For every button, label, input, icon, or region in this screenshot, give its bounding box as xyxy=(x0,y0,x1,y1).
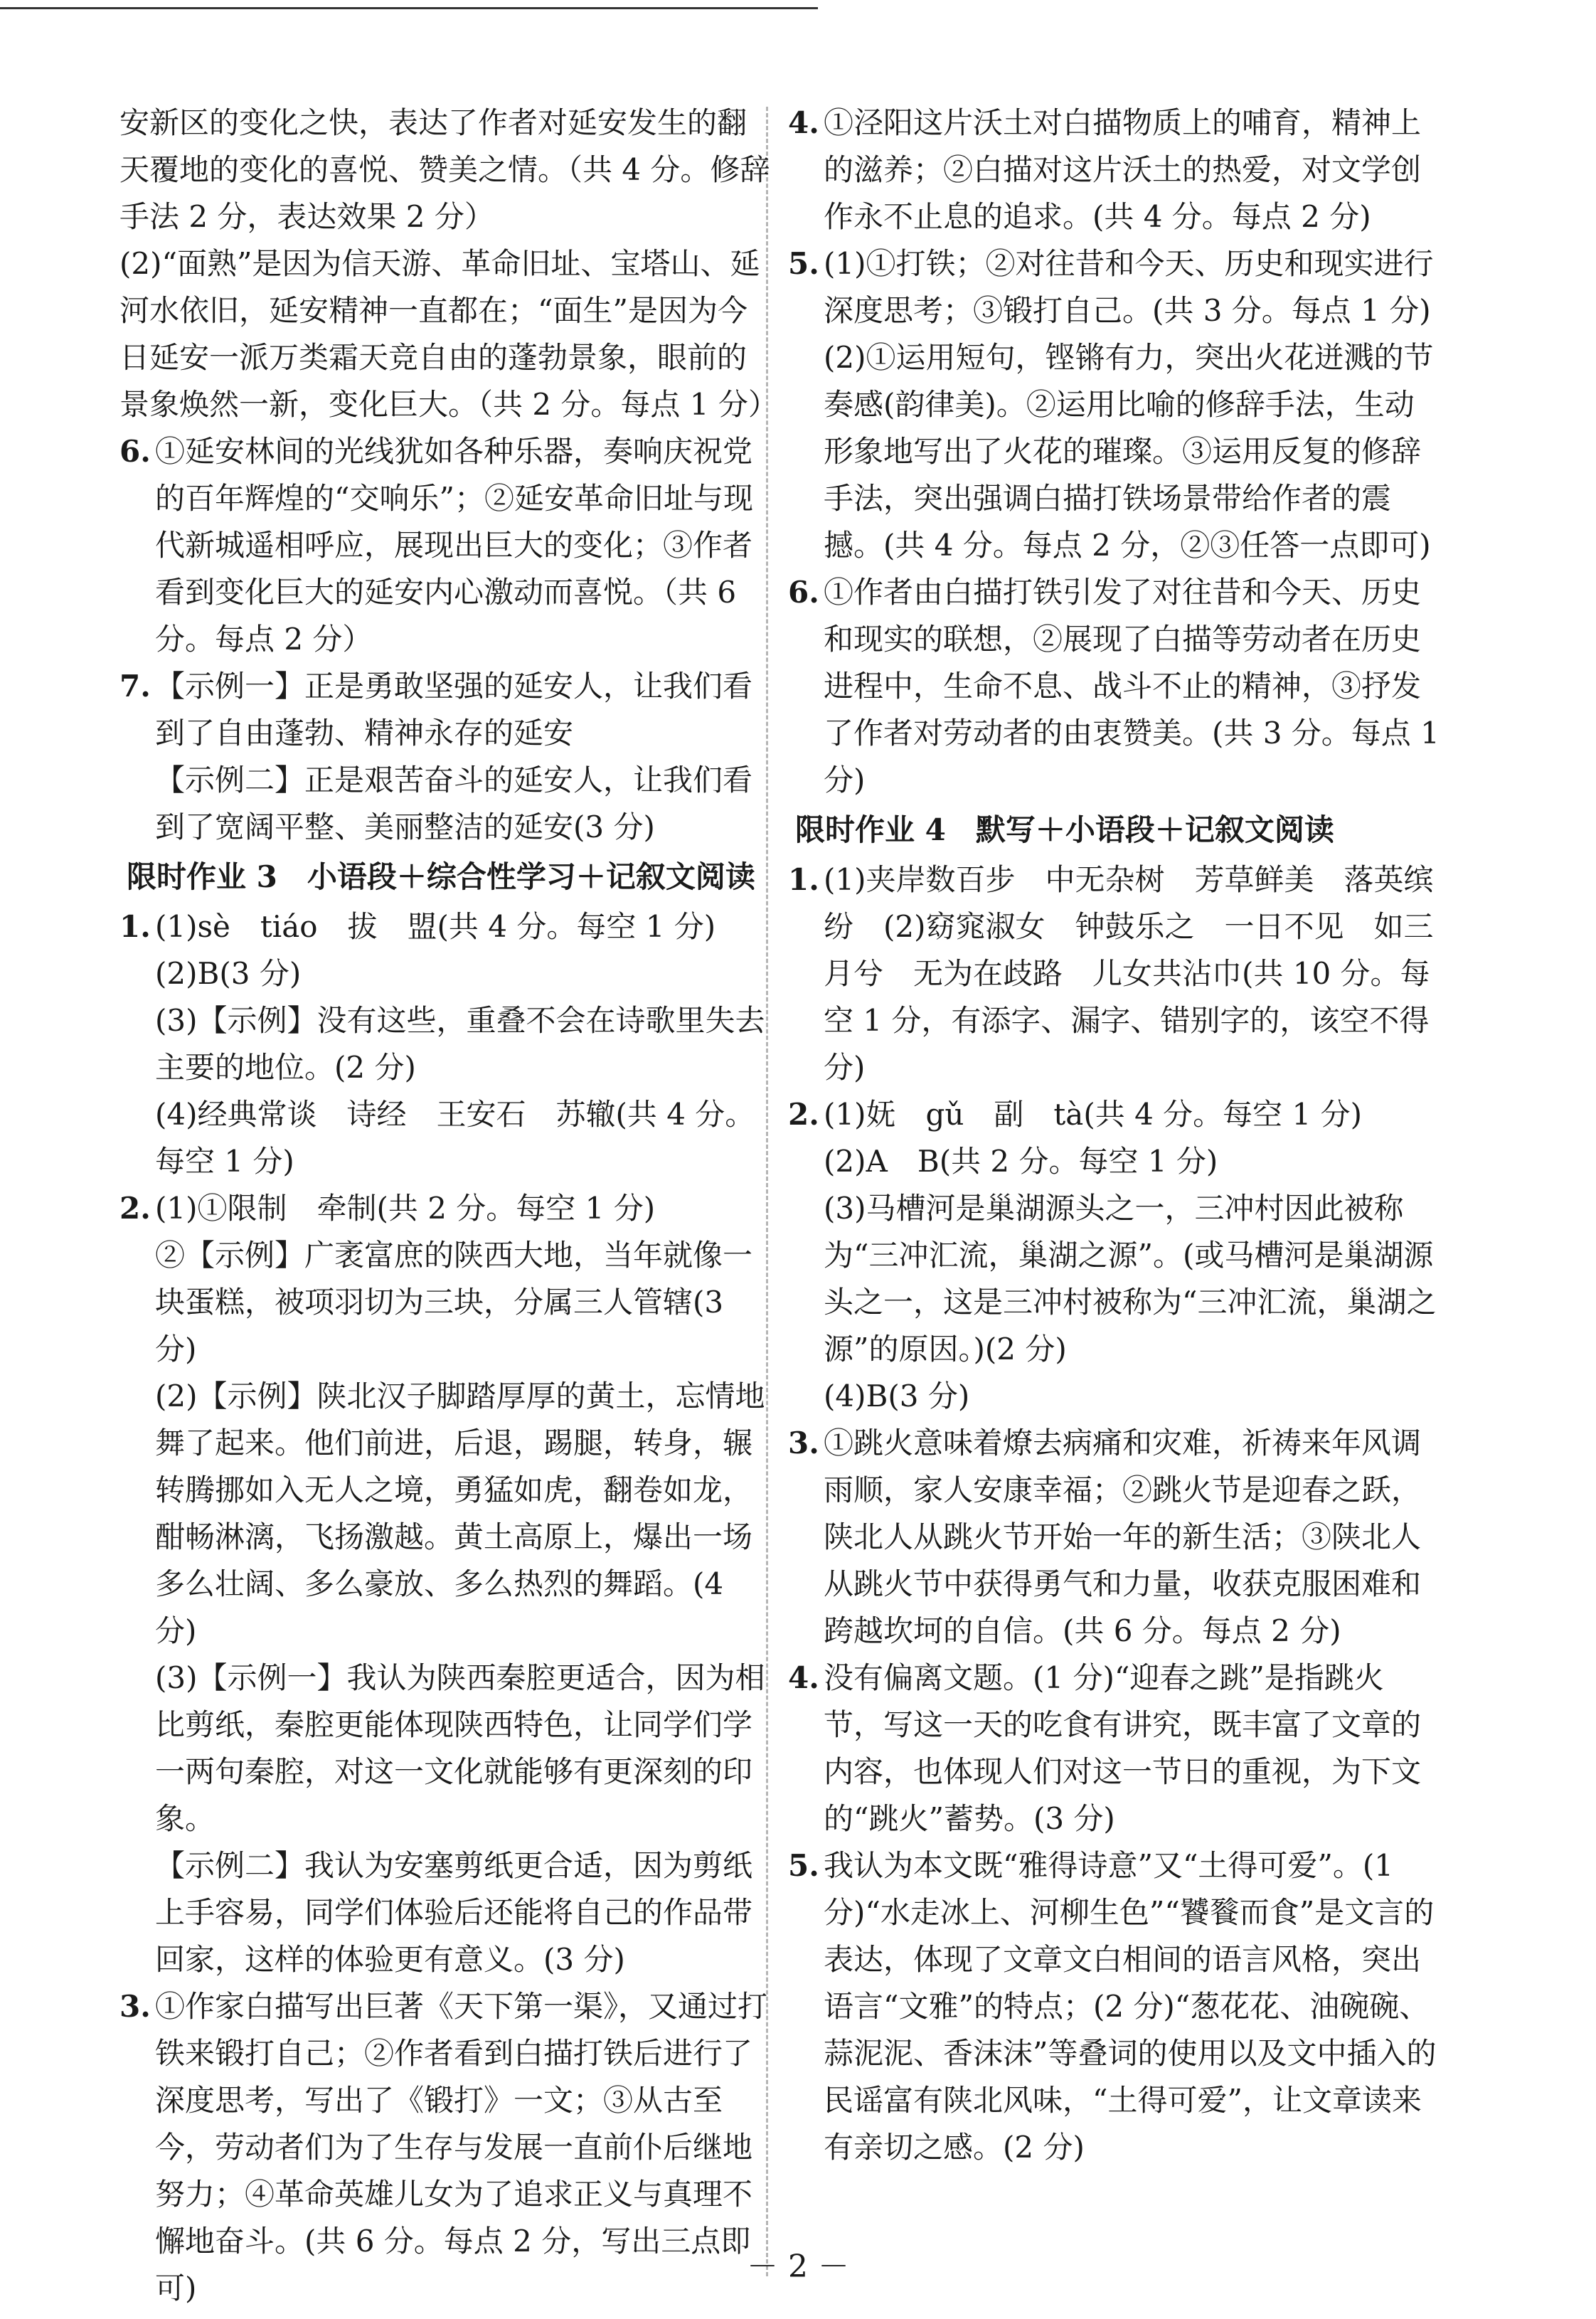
answer-number: 3. xyxy=(119,1989,151,2024)
continued-sub-answer-2: (2)“面熟”是因为信天游、革命旧址、宝塔山、延河水依旧，延安精神一直都在；“面生”是因为今日延安一派万类霜天竞自由的蓬勃景象，眼前的景象焕然一新，变化巨大。（共 2 分。每点 1 分） xyxy=(119,246,778,422)
answer-text: (2)A B(共 2 分。每空 1 分) xyxy=(824,1144,1218,1179)
answer-number: 2. xyxy=(119,1191,151,1226)
answer-text: (2)【示例】陕北汉子脚踏厚厚的黄土，忘情地舞了起来。他们前进，后退，踢腿，转身，辗转腾挪如入无人之境，勇猛如虎，翻卷如龙，酣畅淋漓，飞扬激越。黄土高原上，爆出一场多么壮阔、多么豪放、多么热烈的舞蹈。(4 分) xyxy=(155,1379,765,1648)
answer-text: 【示例二】正是艰苦奋斗的延安人，让我们看到了宽阔平整、美丽整洁的延安(3 分) xyxy=(155,763,753,844)
answer-text: ①作家白描写出巨著《天下第一渠》，又通过打铁来锻打自己；②作者看到白描打铁后进行了深度思考，写出了《锻打》一文；③从古至今，劳动者们为了生存与发展一直前仆后继地努力；④革命英雄儿女为了追求正义与真理不懈地奋斗。(共 6 分。每点 2 分，写出三点即可) xyxy=(155,1989,768,2305)
section-title-3: 限时作业 3 小语段＋综合性学习＋记叙文阅读 xyxy=(127,859,755,894)
answer-text: (1)sè tiáo 拔 盟(共 4 分。每空 1 分) xyxy=(155,909,716,944)
answer-6 xyxy=(119,428,774,663)
answer-number: 2. xyxy=(788,1097,819,1132)
page-number: － 2 － xyxy=(747,2249,849,2285)
answer-text: 【示例二】我认为安塞剪纸更合适，因为剪纸上手容易，同学们体验后还能将自己的作品带回家，这样的体验更有意义。(3 分) xyxy=(155,1848,753,1977)
answer-number: 1. xyxy=(788,862,819,897)
s4-answer-2 xyxy=(788,1091,1442,1420)
section-title-4: 限时作业 4 默写＋小语段＋记叙文阅读 xyxy=(795,812,1334,847)
answer-text: ②【示例】广袤富庶的陕西大地，当年就像一块蛋糕，被项羽切为三块，分属三人管辖(3 分) xyxy=(155,1238,753,1367)
answer-text: (3)马槽河是巢湖源头之一，三冲村因此被称为“三冲汇流，巢湖之源”。(或马槽河是巢湖源头之一，这是三冲村被称为“三冲汇流，巢湖之源”的原因。)(2 分) xyxy=(824,1191,1437,1367)
answer-6-right xyxy=(788,569,1442,804)
answer-text: (4)B(3 分) xyxy=(824,1379,970,1413)
right-column xyxy=(788,100,1442,2171)
top-rule xyxy=(0,7,818,9)
answer-text: (1)①限制 牵制(共 2 分。每空 1 分) xyxy=(155,1191,656,1226)
answer-text: (4)经典常谈 诗经 王安石 苏辙(共 4 分。每空 1 分) xyxy=(155,1097,755,1179)
answer-number: 6. xyxy=(119,434,151,469)
s4-answer-4 xyxy=(788,1655,1442,1842)
answer-text: 【示例一】正是勇敢坚强的延安人，让我们看到了自由蓬勃、精神永存的延安 xyxy=(155,669,753,750)
s4-answer-5 xyxy=(788,1842,1442,2171)
answer-number: 7. xyxy=(119,669,151,704)
answer-text: (1)①打铁；②对往昔和今天、历史和现实进行深度思考；③锻打自己。(共 3 分。每点 1 分) xyxy=(824,246,1434,328)
answer-number: 4. xyxy=(788,1660,819,1695)
answer-text: (3)【示例一】我认为陕西秦腔更适合，因为相比剪纸，秦腔更能体现陕西特色，让同学们学一两句秦腔，对这一文化就能够有更深刻的印象。 xyxy=(155,1660,765,1836)
answer-7 xyxy=(119,663,774,851)
answer-number: 5. xyxy=(788,1848,819,1883)
answer-5 xyxy=(788,240,1442,569)
answer-number: 6. xyxy=(788,575,819,610)
answer-text: ①作者由白描打铁引发了对往昔和今天、历史和现实的联想，②展现了白描等劳动者在历史进程中，生命不息、战斗不止的精神，③抒发了作者对劳动者的由衷赞美。(共 3 分。每点 1 分) xyxy=(824,575,1440,797)
answer-text: (1)夹岸数百步 中无杂树 芳草鲜美 落英缤纷 (2)窈窕淑女 钟鼓乐之 一日不见 如三月兮 无为在歧路 儿女共沾巾(共 10 分。每空 1 分，有添字、漏字、错别字的，该空不得分) xyxy=(824,862,1434,1085)
answer-number: 4. xyxy=(788,105,819,140)
s4-answer-1 xyxy=(788,856,1442,1091)
answer-4 xyxy=(788,100,1442,240)
answer-text: (2)B(3 分) xyxy=(155,956,302,991)
answer-text: 我认为本文既“雅得诗意”又“土得可爱”。(1 分)“水走冰上、河柳生色”“饕餮而食”是文言的表达，体现了文章文白相间的语言风格，突出语言“文雅”的特点；(2 分)“葱花花、油碗碗、蒜泥泥、香沫沫”等叠词的使用以及文中插入的民谣富有陕北风味，“土得可爱”，让文章读来有亲切之感。(2 分) xyxy=(824,1848,1437,2165)
answer-number: 3. xyxy=(788,1426,819,1460)
answer-number: 5. xyxy=(788,246,819,281)
s3-answer-2 xyxy=(119,1185,774,1983)
continued-paragraph: 安新区的变化之快，表达了作者对延安发生的翻天覆地的变化的喜悦、赞美之情。（共 4 分。修辞手法 2 分，表达效果 2 分） xyxy=(119,105,770,234)
s4-answer-3 xyxy=(788,1420,1442,1655)
answer-text: ①延安林间的光线犹如各种乐器，奏响庆祝党的百年辉煌的“交响乐”；②延安革命旧址与现代新城遥相呼应，展现出巨大的变化；③作者看到变化巨大的延安内心激动而喜悦。（共 6 分。每点 2 分） xyxy=(155,434,753,657)
left-column xyxy=(119,100,778,2312)
answer-text: (2)①运用短句，铿锵有力，突出火花迸溅的节奏感(韵律美)。②运用比喻的修辞手法，生动形象地写出了火花的璀璨。③运用反复的修辞手法，突出强调白描打铁场景带给作者的震撼。(共 4 分。每点 2 分，②③任答一点即可) xyxy=(824,340,1434,563)
answer-text: (3)【示例】没有这些，重叠不会在诗歌里失去主要的地位。(2 分) xyxy=(155,1003,765,1085)
answer-text: ①泾阳这片沃土对白描物质上的哺育，精神上的滋养；②白描对这片沃土的热爱，对文学创作永不止息的追求。(共 4 分。每点 2 分) xyxy=(824,105,1422,234)
s3-answer-1 xyxy=(119,903,774,1185)
answer-text: 没有偏离文题。(1 分)“迎春之跳”是指跳火节，写这一天的吃食有讲究，既丰富了文章的内容，也体现人们对这一节日的重视，为下文的“跳火”蓄势。(3 分) xyxy=(824,1660,1422,1836)
answer-text: (1)妩 gǔ 副 tà(共 4 分。每空 1 分) xyxy=(824,1097,1362,1132)
answer-text: ①跳火意味着燎去病痛和灾难，祈祷来年风调雨顺，家人安康幸福；②跳火节是迎春之跃，陕北人从跳火节开始一年的新生活；③陕北人从跳火节中获得勇气和力量，收获克服困难和跨越坎坷的自信。(共 6 分。每点 2 分) xyxy=(824,1426,1422,1648)
answer-number: 1. xyxy=(119,909,151,944)
